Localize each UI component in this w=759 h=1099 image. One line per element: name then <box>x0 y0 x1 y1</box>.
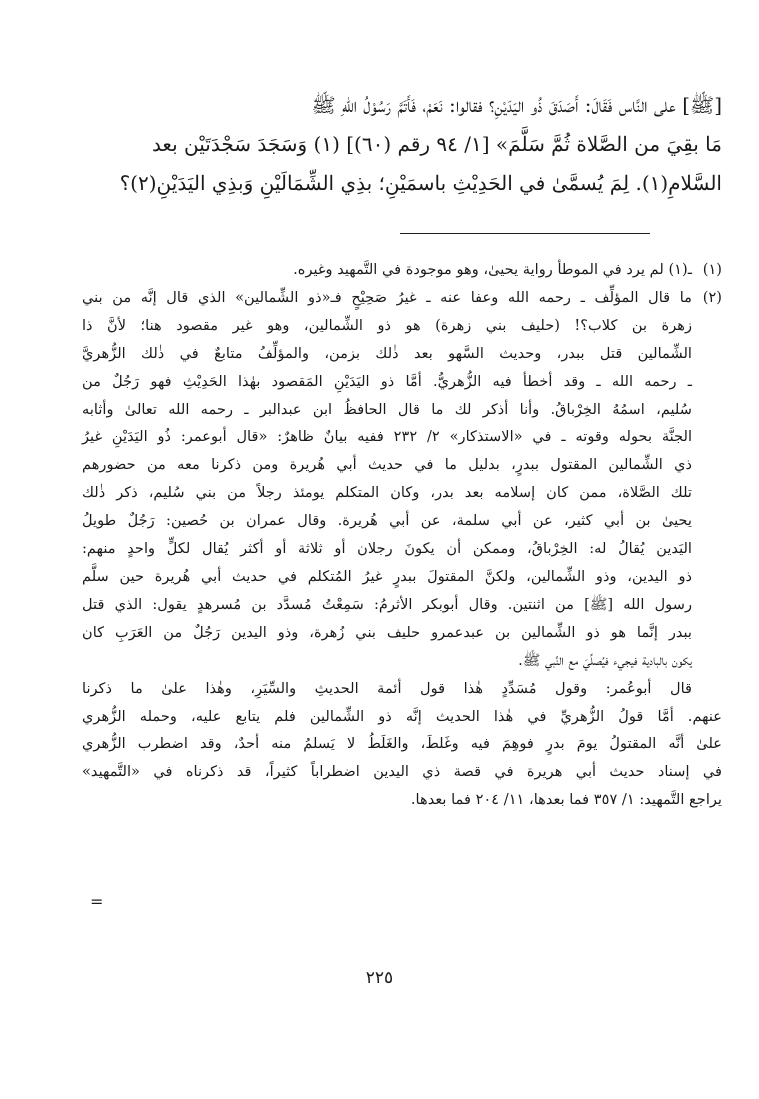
main-text-line: السَّلامِ(١). لِمَ يُسمَّىٰ في الحَدِيْثِ باسمَيْنِ؛ بذِي الشِّمَالَيْنِ وَبذِي اليَدَيْنِ(٢)؟ <box>119 171 722 195</box>
footnote-line: ذو اليدين، وذو الشِّمالين، ولكنَّ المقتولَ ببدرٍ غيرُ المُتكلم في حديث أبي هُريرة حين سلَّم <box>82 567 692 585</box>
footnote-line: تلك الصَّلاة، ممن كان إسلامه بعد بدر، وكان المتكلم يومئذ رجلاً من بني سُليم، ذكر ذٰلك <box>82 484 692 502</box>
paragraph-line: علىٰ أنَّه المقتولُ يومَ بدرٍ فوهِمَ فيه وغَلطَ، والغَلَطُ لا يَسلمُ منه أحدٌ، وقد اضطرب الزُّهري <box>82 735 722 753</box>
paragraph-line: عنهم. أمَّا قولُ الزُّهريِّ في هٰذا الحديث إنَّه ذو الشِّمالين فلم يتابع عليه، وحمله الزُّهري <box>82 707 722 725</box>
footnote-line: يحيىٰ بن أبي كثير، عن أبي سلمة، عن أبي هُريرة. وقال عمران بن حُصين: رَجُلٌ طويلُ <box>82 512 692 530</box>
footnote-divider <box>400 233 650 234</box>
footnote-line: يكون بالبادية فيجيء فيُصلِّيَ مع النَّبي ﷺ. <box>518 651 692 669</box>
footnote-line: رسول الله [ﷺ] من اثنتين. وقال أبوبكر الأثرمُ: سَمِعْتُ مُسدَّد بن مُسرهدٍ يقول: الذي قتل <box>82 595 692 613</box>
paragraph-line: قال أبوعُمر: وقول مُسَدِّدٍ هٰذا قول أئمة الحديثِ والسِّيَرِ، وهٰذا علىٰ ما ذكرنا <box>82 679 692 697</box>
footnote-number: (١) <box>702 261 722 278</box>
page-number: ٢٢٥ <box>365 968 394 988</box>
footnote-line: الجنَّة بحوله وقوته ـ في «الاستذكار» ٢/ ٢٣٢ ففيه بيانٌ ظاهرٌ: «قال أبوعمر: ذُو اليَدَيْنِ غيرُ <box>82 428 692 446</box>
main-text-line: مَا بقِيَ من الصَّلاة ثُمَّ سَلَّمَ» [١/ ٩٤ رقم (٦٠)] (١) وَسَجَدَ سَجْدَتَيْن بعد <box>151 132 722 156</box>
footnote-line: ـ(١) لم يرد في الموطأ رواية يحيىٰ، وهو موجودة في التَّمهيد وغيره. <box>293 261 692 278</box>
footnote-line: ـ رحمه الله ـ وقد أخطأ فيه الزُّهريُّ. أمَّا ذو اليَدَيْنِ المَقصود بهٰذا الحَدِيْثِ فهو رَجُلٌ من <box>82 372 692 390</box>
paragraph-line: في إسناد حديث أبي هريرة في قصة ذي اليدين اضطراباً كثيراً، قد ذكرناه في «التَّمهيد» <box>82 763 722 781</box>
footnote-line: الشِّمالين قتل ببدر، وحديث السَّهو بعد ذٰلك بزمن، والمؤلِّفُ متابعٌ في ذٰلك الزُّهريَّ <box>82 344 692 362</box>
paragraph-line: يراجع التَّمهيد: ١/ ٣٥٧ فما بعدها، ١١/ ٢٠٤ فما بعدها. <box>410 791 722 809</box>
footnote-2 <box>82 284 722 675</box>
main-text <box>92 86 722 203</box>
footnote-2-paragraph <box>82 675 722 815</box>
footnote-line: ببدر إنَّما هو ذو الشِّمالين بن عبدعمرو حليف بني زُهرة، وذو اليدين رَجُلٌ من العَرَبِ كان <box>82 623 692 641</box>
footnotes <box>82 256 722 814</box>
footnote-1 <box>82 256 722 284</box>
footnote-number: (٢) <box>702 288 722 306</box>
footnote-line: سُليم، اسمُهُ الخِرْباقُ. وأنا أذكر لك ما قال الحافظُ ابن عبدالبر ـ رحمه الله تعالىٰ وأثابه <box>82 400 692 418</box>
footnote-line: اليَدين يُقالُ له: الخِرْباقُ، وممكن أن يكونَ رجلان أو ثلاثة أو أكثر يُقال لكلٍّ واحدٍ منهم: <box>82 540 692 558</box>
footnote-line: زهرة بن كلاب؟! (حليف بني زهرة) هو ذو الشِّمالين، وهو غير مقصود هنا؛ لأنَّ ذا <box>82 316 692 334</box>
footnote-line: ما قال المؤلِّف ـ رحمه الله وعفا عنه ـ غيرُ صَحِيْحٍ فـ«ذو الشِّمالين» الذي قال إنَّه من بني <box>82 288 692 306</box>
main-text-line: [ﷺ] على النَّاس فَقَالَ: أَصَدَقَ ذُو اليَدَيْنِ؟ فقالوا: نَعَمْ، فَأَتَمَّ رَسُوْلُ اللهِ ﷺ <box>311 93 722 117</box>
continuation-mark: = <box>90 892 104 911</box>
footnote-line: ذي الشِّمالين المقتول ببدرٍ، بدليل ما في حديث أبي هُريرة ومن ذكرنا معه من حضورهم <box>82 456 692 474</box>
